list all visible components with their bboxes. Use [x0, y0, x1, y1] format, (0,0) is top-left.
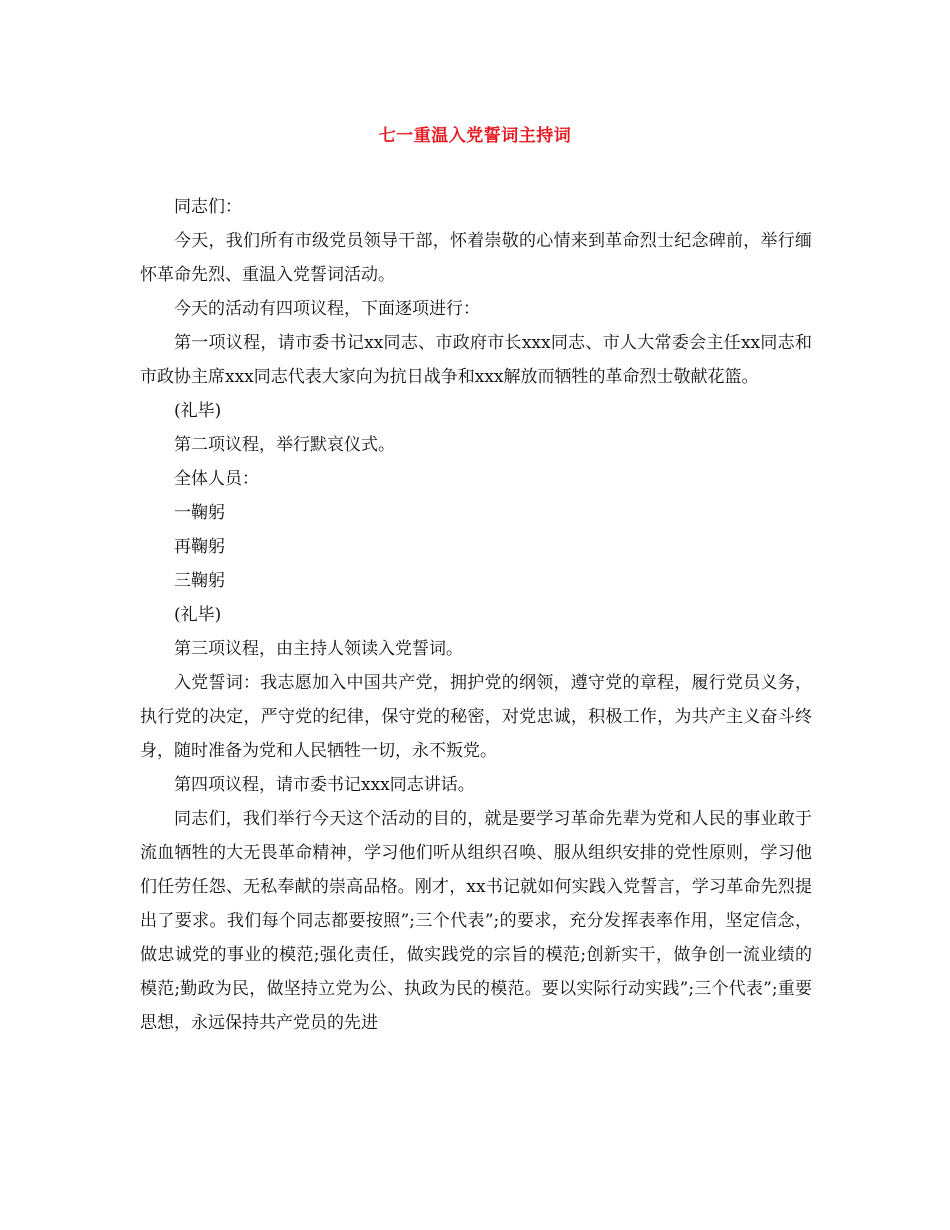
- paragraph: 今天，我们所有市级党员领导干部，怀着崇敬的心情来到革命烈士纪念碑前，举行缅怀革命先烈、重温入党誓词活动。: [140, 231, 812, 285]
- paragraph: 今天的活动有四项议程，下面逐项进行：: [174, 299, 480, 319]
- paragraph: (礼毕): [174, 605, 222, 625]
- paragraph: 同志们，我们举行今天这个活动的目的，就是要学习革命先辈为党和人民的事业敢于流血牺牲的大无畏革命精神，学习他们听从组织召唤、服从组织安排的党性原则，学习他们任劳任怨、无私奉献的崇高品格。刚才，xx书记就如何实践入党誓言，学习革命先烈提出了要求。我们每个同志都要按照”;三个代表”;的要求，充分发挥表率作用，坚定信念，做忠诚党的事业的模范;强化责任，做实践党的宗旨的模范;创新实干，做争创一流业绩的模范;勤政为民，做坚持立党为公、执政为民的模范。要以实际行动实践”;三个代表”;重要思想，永远保持共产党员的先进: [140, 809, 812, 1033]
- paragraph: 第二项议程，举行默哀仪式。: [174, 435, 395, 455]
- document-title: 七一重温入党誓词主持词: [378, 126, 572, 146]
- paragraph: 入党誓词：我志愿加入中国共产党，拥护党的纲领，遵守党的章程，履行党员义务，执行党的决定，严守党的纪律，保守党的秘密，对党忠诚，积极工作，为共产主义奋斗终身，随时准备为党和人民牺牲一切，永不叛党。: [140, 673, 812, 761]
- document-body: [140, 190, 812, 1040]
- paragraph: 全体人员：: [174, 469, 259, 489]
- paragraph: 一鞠躬: [174, 503, 225, 523]
- paragraph: 第一项议程，请市委书记xx同志、市政府市长xxx同志、市人大常委会主任xx同志和市政协主席xxx同志代表大家向为抗日战争和xxx解放而牺牲的革命烈士敬献花篮。: [140, 333, 812, 387]
- paragraph: 再鞠躬: [174, 537, 225, 557]
- paragraph: 三鞠躬: [174, 571, 225, 591]
- paragraph: 第三项议程，由主持人领读入党誓词。: [174, 639, 463, 659]
- paragraph: 同志们：: [174, 197, 242, 217]
- paragraph: (礼毕): [174, 401, 222, 421]
- paragraph: 第四项议程，请市委书记xxx同志讲话。: [174, 775, 475, 795]
